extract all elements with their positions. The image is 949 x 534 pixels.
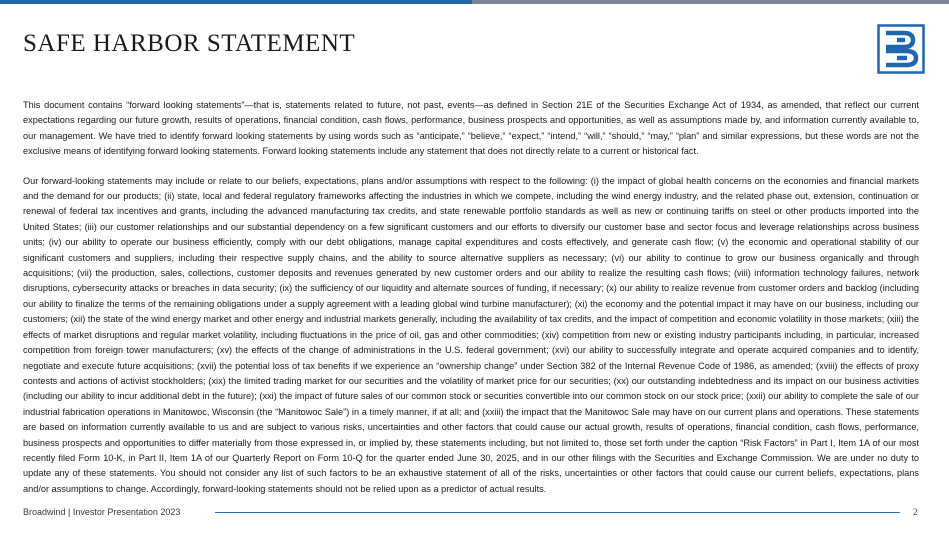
top-accent-bar xyxy=(0,0,949,4)
top-accent-bar-blue xyxy=(0,0,472,4)
footer-divider xyxy=(215,512,900,513)
body-paragraph-1: This document contains “forward looking statements”—that is, statements related to future, not past, events—as defined in Section 21E of the Securities Exchange Act of 1934, as amended, that reflect our current expectations regarding our future growth, results of operations, financial condition, cash flows, performance, business prospects and opportunities, as well as assumptions made by, and information currently available to, our management. We have tried to identify forward looking statements by using words such as “anticipate,” “believe,” “expect,” “intend,” “will,” “should,” “may,” “plan” and similar expressions, but these words are not the exclusive means of identifying forward looking statements. Forward looking statements include any statement that does not directly relate to a current or historical fact. xyxy=(23,100,919,157)
footer-company-label: Broadwind | Investor Presentation 2023 xyxy=(23,507,181,517)
slide-title: SAFE HARBOR STATEMENT xyxy=(23,30,356,57)
top-accent-bar-gray xyxy=(472,0,949,4)
safe-harbor-body xyxy=(23,98,919,497)
broadwind-logo-icon xyxy=(877,24,925,74)
body-paragraph-2: Our forward-looking statements may include or relate to our beliefs, expectations, plans and/or assumptions with respect to the following: (i) the impact of global health concerns on the economies and financial markets and the demand for our products; (ii) state, local and federal regulatory frameworks affecting the industries in which we compete, including the wind energy industry, and the related phase out, extension, continuation or renewal of federal tax incentives and grants, including the advanced manufacturing tax credits, and state renewable portfolio standards as well as new or continuing tariffs on steel or other products imported into the United States; (iii) our customer relationships and our substantial dependency on a few significant customers and our efforts to diversify our customer base and sector focus and leverage relationships across business units; (iv) our ability to operate our business efficiently, comply with our debt obligations, manage capital expenditures and costs effectively, and generate cash flow; (v) the economic and operational stability of our significant customers and suppliers, including their respective supply chains, and the ability to source alternative suppliers as necessary; (vi) our ability to continue to grow our business organically and through acquisitions; (vii) the production, sales, collections, customer deposits and revenues generated by new customer orders and our ability to realize the resulting cash flows; (viii) information technology failures, network disruptions, cybersecurity attacks or breaches in data security; (ix) the sufficiency of our liquidity and alternate sources of funding, if necessary; (x) our ability to realize revenue from customer orders and backlog (including our ability to finalize the terms of the remaining obligations under a supply agreement with a leading global wind turbine manufacturer); (xi) the economy and the potential impact it may have on our business, including our customers; (xii) the state of the wind energy market and other energy and industrial markets generally, including the availability of tax credits, and the impact of competition and economic volatility in those markets; (xiii) the effects of market disruptions and regular market volatility, including fluctuations in the price of oil, gas and other commodities; (xiv) competition from new or existing industry participants including, in particular, increased competition from foreign tower manufacturers; (xv) the effects of the change of administrations in the U.S. federal government; (xvi) our ability to successfully integrate and operate acquired companies and to identify, negotiate and execute future acquisitions; (xvii) the potential loss of tax benefits if we experience an “ownership change” under Section 382 of the Internal Revenue Code of 1986, as amended; (xviii) the effects of proxy contests and actions of activist stockholders; (xix) the limited trading market for our securities and the volatility of market price for our securities; (xx) our outstanding indebtedness and its impact on our business activities (including our ability to incur additional debt in the future); (xxi) the impact of future sales of our common stock or securities convertible into our common stock on our stock price; (xxii) our ability to complete the sale of our industrial fabrication operations in Manitowoc, Wisconsin (the “Manitowoc Sale”) in a timely manner, if at all; and (xxiii) the impact that the Manitowoc Sale may have on our current plans and operations. These statements are based on information currently available to us and are subject to various risks, uncertainties and other factors that could cause our actual growth, results of operations, financial condition, cash flows, performance, business prospects and opportunities to differ materially from those expressed in, or implied by, these statements including, but not limited to, those set forth under the caption “Risk Factors” in Part I, Item 1A of our most recently filed Form 10-K, in Part II, Item 1A of our Quarterly Report on Form 10-Q for the quarter ended June 30, 2025, and in our other filings with the Securities and Exchange Commission. We are under no duty to update any of these statements. You should not consider any list of such factors to be an exhaustive statement of all of the risks, uncertainties or other factors that could cause our current beliefs, expectations, plans and/or assumptions to change. Accordingly, forward-looking statements should not be relied upon as a predictor of actual results. xyxy=(23,175,919,494)
page-number: 2 xyxy=(913,507,918,517)
